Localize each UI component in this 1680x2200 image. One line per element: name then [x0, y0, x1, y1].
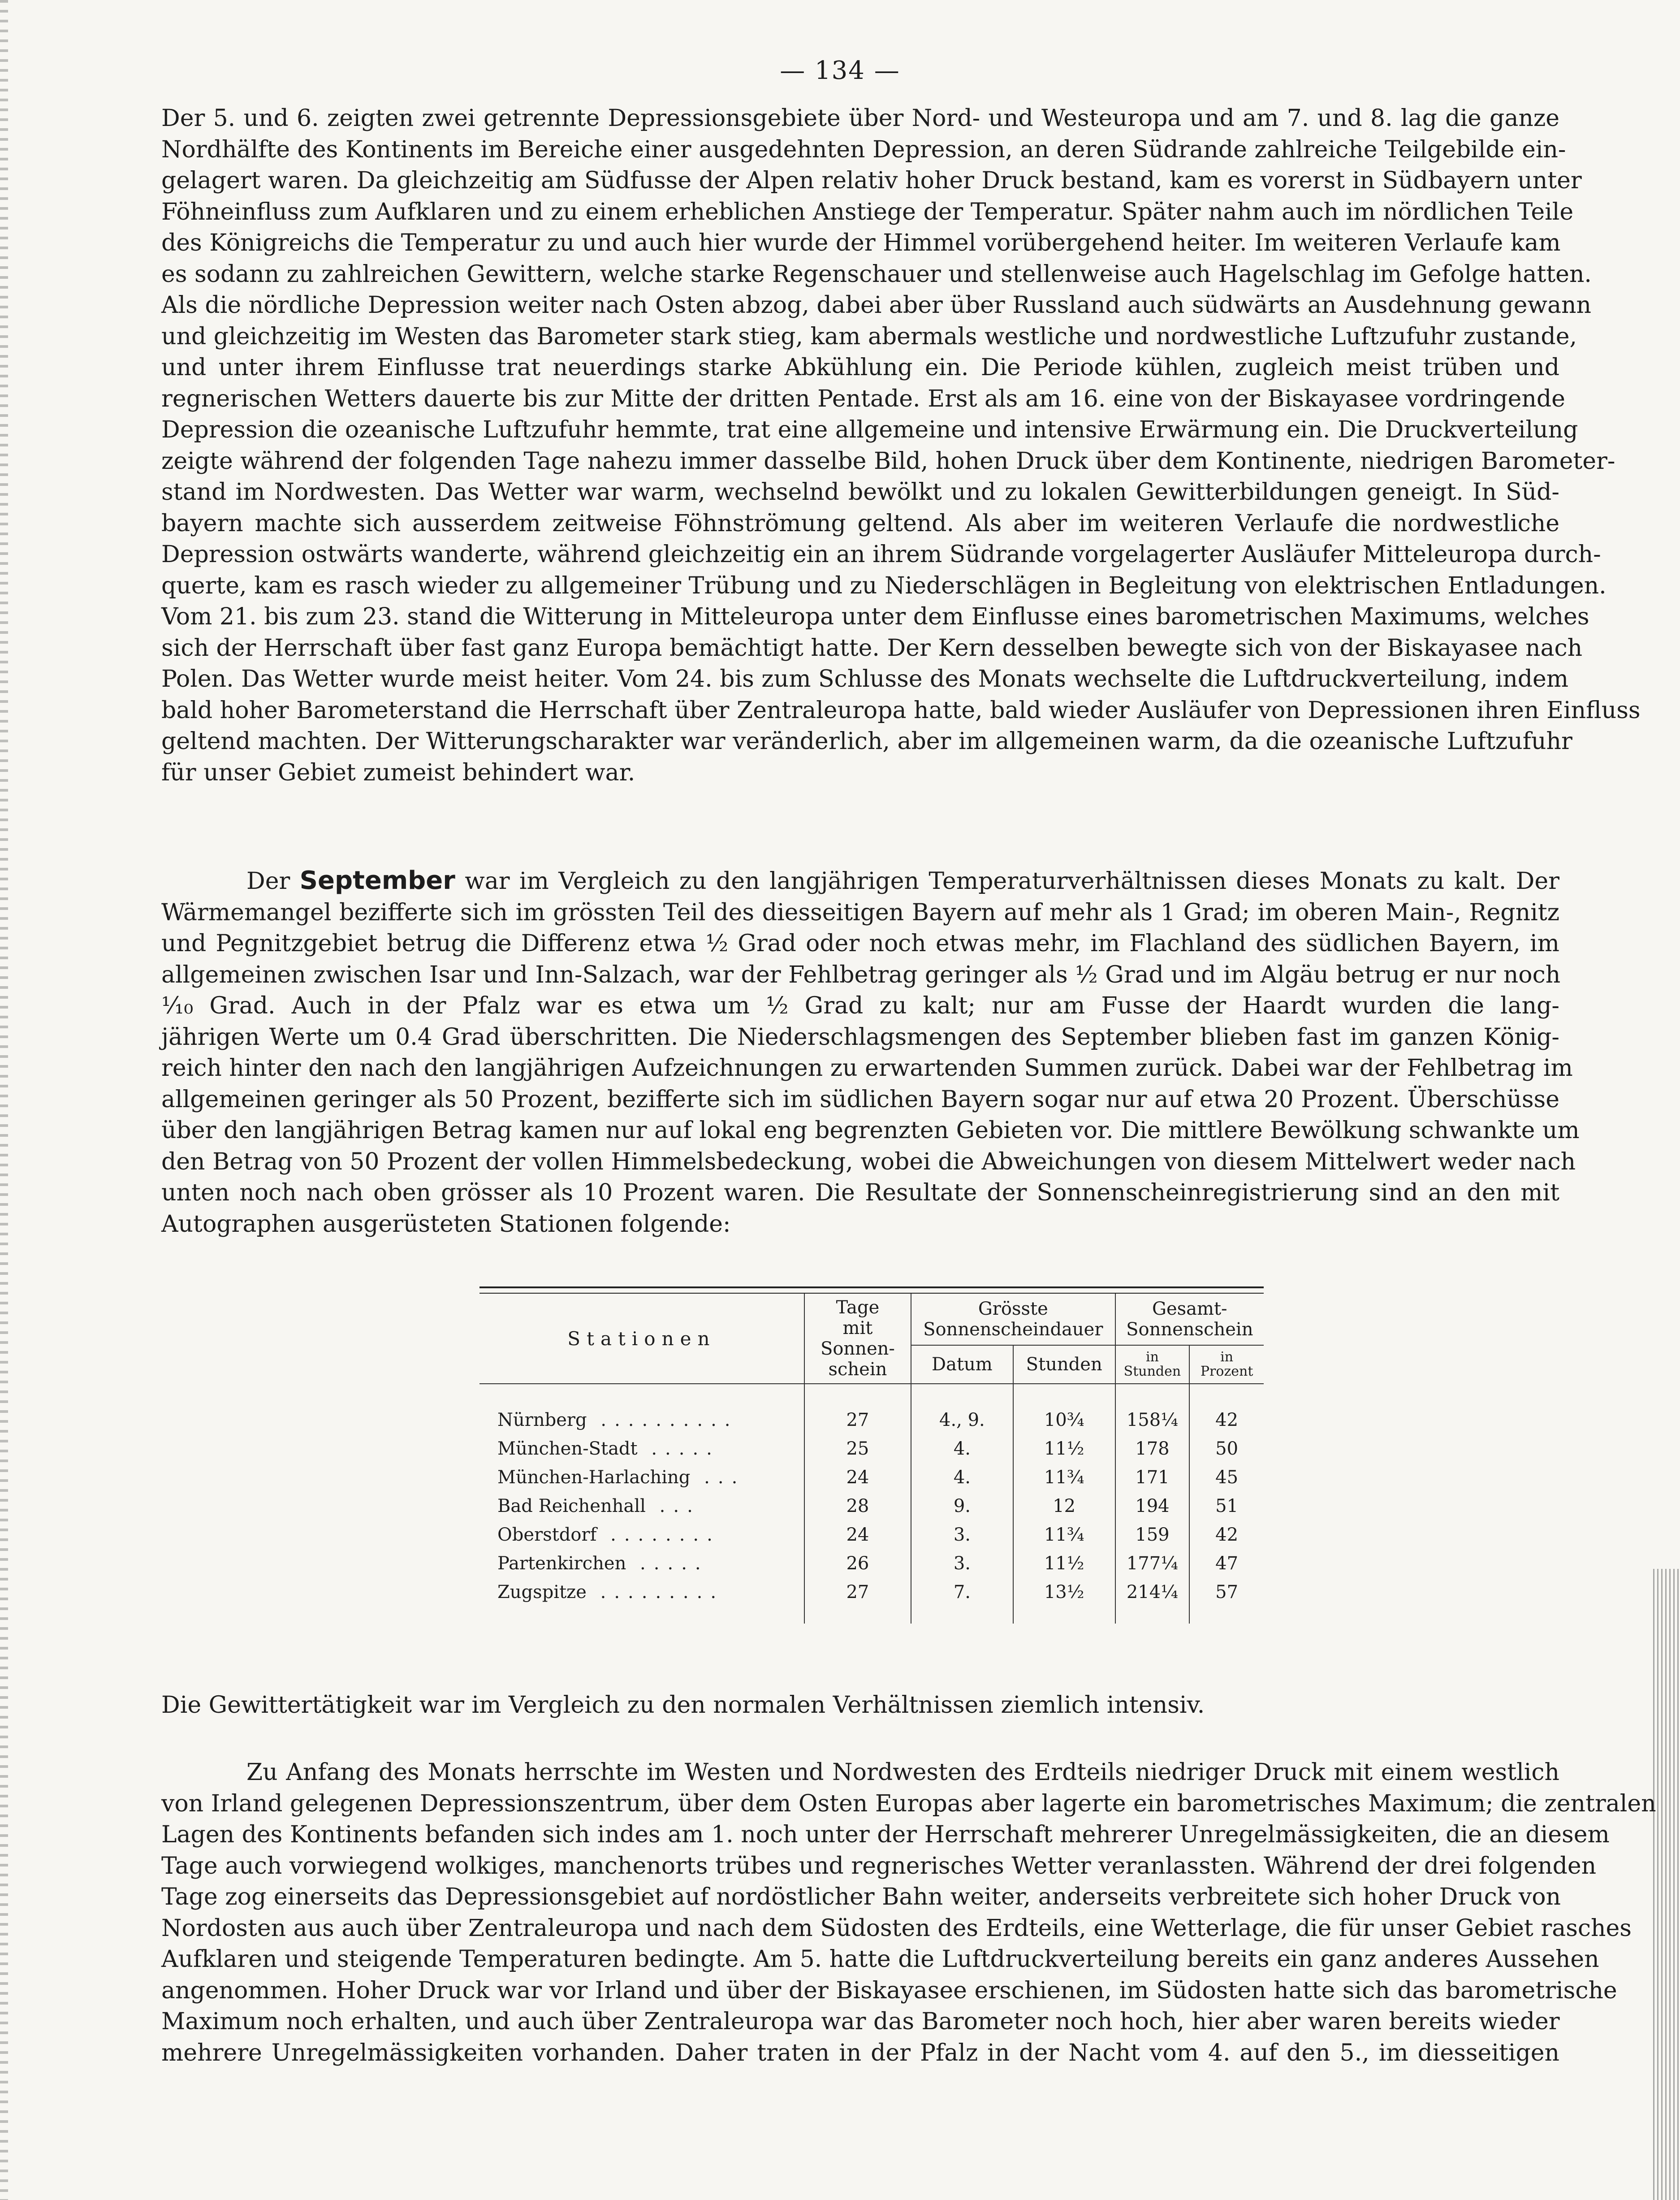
leader-dots: .......... [587, 1410, 739, 1430]
lead-before: Der [246, 868, 290, 895]
table-row [479, 1463, 1264, 1492]
station-label: Nürnberg [497, 1410, 587, 1430]
paragraph-line: Wärmemangel bezifferte sich im grössten Teil des diesseitigen Bayern auf mehr als 1 Grad; im oberen Main-, Regnitz [161, 899, 1559, 926]
paragraph-line: querte, kam es rasch wieder zu allgemeiner Trübung und zu Niederschlägen in Begleitung von elektrischen Entladungen. [161, 572, 1607, 599]
max-hours: 11¾ [1013, 1520, 1115, 1549]
sunshine-table-grid [479, 1294, 1264, 1624]
station-name [479, 1549, 804, 1578]
station-label: München-Harlaching [497, 1467, 691, 1488]
station-label: Partenkirchen [497, 1553, 626, 1574]
station-name [479, 1434, 804, 1463]
total-hours: 158¼ [1115, 1384, 1190, 1434]
paragraph-line: unten noch nach oben grösser als 10 Prozent waren. Die Resultate der Sonnenscheinregistrierung sind an den mit [161, 1179, 1559, 1206]
total-percent: 57 [1189, 1578, 1264, 1624]
paragraph-line: Tage zog einerseits das Depressionsgebiet auf nordöstlicher Bahn weiter, anderseits verbreitete sich hoher Druck von [161, 1884, 1561, 1910]
table-row [479, 1520, 1264, 1549]
header-in-percent [1189, 1345, 1264, 1384]
max-date: 7. [911, 1578, 1013, 1624]
header-days-l1: Tage [836, 1297, 880, 1318]
paragraph-line: Nordosten aus auch über Zentraleuropa und nach dem Südosten des Erdteils, eine Wetterlage, die für unser Gebiet rasches [161, 1914, 1632, 1942]
page-number: — 134 — [780, 56, 900, 85]
paragraph-line: Als die nördliche Depression weiter nach Osten abzog, dabei aber über Russland auch südwärts an Ausdehnung gewann [161, 292, 1591, 319]
total-hours: 171 [1115, 1463, 1190, 1492]
lead-after: war im Vergleich zu den langjährigen Temperaturverhältnissen dieses Monats zu kalt. Der [465, 868, 1559, 895]
max-hours: 10¾ [1013, 1384, 1115, 1434]
paragraph-thunderstorms [161, 1690, 1559, 1721]
table-row [479, 1434, 1264, 1463]
month-heading: September [299, 866, 455, 895]
station-label: Zugspitze [497, 1582, 587, 1602]
paragraph-line: von Irland gelegenen Depressionszentrum, über dem Osten Europas aber lagerte ein barometrisches Maximum; die zentralen [161, 1790, 1656, 1817]
total-hours: 214¼ [1115, 1578, 1190, 1624]
paragraph-line: Aufklaren und steigende Temperaturen bedingte. Am 5. hatte die Luftdruckverteilung bereits ein ganz anderes Aussehen [161, 1946, 1599, 1973]
header-total-l2: Sonnenschein [1126, 1319, 1253, 1340]
paragraph-line: allgemeinen zwischen Isar und Inn-Salzach, war der Fehlbetrag geringer als ½ Grad und im Algäu betrug er nur noch [161, 961, 1561, 988]
max-date: 3. [911, 1520, 1013, 1549]
max-hours: 11¾ [1013, 1463, 1115, 1492]
station-name [479, 1492, 804, 1520]
total-percent: 42 [1189, 1520, 1264, 1549]
max-date: 4. [911, 1434, 1013, 1463]
paragraph-lead-line [161, 865, 1559, 897]
header-in-hours-l2: Stunden [1123, 1363, 1181, 1379]
header-days-l3: Sonnen- [820, 1338, 895, 1359]
header-total-l1: Gesamt- [1152, 1298, 1227, 1319]
paragraph-line: bayern machte sich ausserdem zeitweise Föhnströmung geltend. Als aber im weiteren Verlaufe die nordwestliche [161, 510, 1559, 537]
paragraph-line: reich hinter den nach den langjährigen Aufzeichnungen zu erwartenden Summen zurück. Dabei war der Fehlbetrag im [161, 1055, 1573, 1082]
paragraph-line: Polen. Das Wetter wurde meist heiter. Vom 24. bis zum Schlusse des Monats wechselte die Luftdruckverteilung, indem [161, 666, 1569, 693]
sunshine-days: 27 [804, 1384, 911, 1434]
header-max-l1: Grösste [978, 1298, 1048, 1319]
max-hours: 13½ [1013, 1578, 1115, 1624]
header-days-l4: schein [828, 1359, 887, 1380]
total-percent: 51 [1189, 1492, 1264, 1520]
paragraph-line: mehrere Unregelmässigkeiten vorhanden. Daher traten in der Pfalz in der Nacht vom 4. auf den 5., im diesseitigen [161, 2039, 1559, 2066]
paragraph-line: und gleichzeitig im Westen das Barometer stark stieg, kam abermals westliche und nordwestliche Luftzufuhr zustande, [161, 323, 1577, 350]
max-hours: 11½ [1013, 1434, 1115, 1463]
total-percent: 42 [1189, 1384, 1264, 1434]
paragraph-line: angenommen. Hoher Druck war vor Irland und über der Biskayasee erschienen, im Südosten hatte sich das barometrische [161, 1977, 1617, 2004]
paragraph-month-start [161, 1757, 1656, 2069]
paragraph-line: ¹⁄₁₀ Grad. Auch in der Pfalz war es etwa um ½ Grad zu kalt; nur am Fusse der Haardt wurden die lang- [161, 992, 1559, 1019]
scan-edge-right [1653, 1569, 1680, 2200]
table-top-rule [479, 1286, 1264, 1294]
total-hours: 194 [1115, 1492, 1190, 1520]
scan-edge-left [0, 0, 8, 2200]
header-in-hours-l1: in [1145, 1349, 1159, 1365]
leader-dots: ........ [596, 1524, 721, 1545]
max-date: 4. [911, 1463, 1013, 1492]
header-days [804, 1294, 911, 1384]
paragraph-line: des Königreichs die Temperatur zu und auch hier wurde der Himmel vorübergehend heiter. Im weiteren Verlaufe kam [161, 230, 1561, 256]
header-in-hours [1115, 1345, 1190, 1384]
total-percent: 50 [1189, 1434, 1264, 1463]
station-label: München-Stadt [497, 1438, 638, 1459]
paragraph-line: Depression die ozeanische Luftzufuhr hemmte, trat eine allgemeine und intensive Erwärmung ein. Die Druckverteilung [161, 416, 1578, 443]
total-hours: 159 [1115, 1520, 1190, 1549]
total-hours: 178 [1115, 1434, 1190, 1463]
station-label: Bad Reichenhall [497, 1496, 646, 1516]
table-row [479, 1549, 1264, 1578]
paragraph-august-weather [161, 103, 1641, 788]
paragraph-line: es sodann zu zahlreichen Gewittern, welche starke Regenschauer und stellenweise auch Hagelschlag im Gefolge hatten. [161, 260, 1592, 288]
leader-dots: ..... [626, 1553, 709, 1574]
paragraph-line: allgemeinen geringer als 50 Prozent, bezifferte sich im südlichen Bayern sogar nur auf etwa 20 Prozent. Überschüsse [161, 1086, 1559, 1113]
sunshine-days: 24 [804, 1463, 911, 1492]
station-name [479, 1578, 804, 1624]
table-row [479, 1492, 1264, 1520]
total-hours: 177¼ [1115, 1549, 1190, 1578]
table-row [479, 1384, 1264, 1434]
header-in-percent-l1: in [1220, 1349, 1234, 1365]
paragraph-line: zeigte während der folgenden Tage nahezu immer dasselbe Bild, hohen Druck über dem Kontinente, niedrigen Barometer- [161, 447, 1615, 475]
paragraph-line: stand im Nordwesten. Das Wetter war warm, wechselnd bewölkt und zu lokalen Gewitterbildungen geneigt. In Süd- [161, 479, 1559, 506]
station-name [479, 1520, 804, 1549]
header-max-l2: Sonnenscheindauer [923, 1319, 1103, 1340]
table-row [479, 1578, 1264, 1624]
sunshine-table [479, 1286, 1264, 1624]
station-name [479, 1463, 804, 1492]
leader-dots: ... [690, 1467, 746, 1488]
sunshine-days: 26 [804, 1549, 911, 1578]
paragraph-line: und unter ihrem Einflusse trat neuerdings starke Abkühlung ein. Die Periode kühlen, zugleich meist trüben und [161, 354, 1559, 381]
max-hours: 11½ [1013, 1549, 1115, 1578]
paragraph-line: sich der Herrschaft über fast ganz Europa bemächtigt hatte. Der Kern desselben bewegte sich von der Biskayasee nach [161, 634, 1583, 662]
paragraph-line: Tage auch vorwiegend wolkiges, manchenorts trübes und regnerisches Wetter veranlassten. Während der drei folgenden [161, 1852, 1597, 1880]
paragraph-line: Der 5. und 6. zeigten zwei getrennte Depressionsgebiete über Nord- und Westeuropa und am 7. und 8. lag die ganze [161, 105, 1559, 132]
paragraph-line: Lagen des Kontinents befanden sich indes am 1. noch unter der Herrschaft mehrerer Unregelmässigkeiten, die an diesem [161, 1821, 1610, 1848]
header-hours: Stunden [1013, 1345, 1115, 1384]
paragraph-line: und Pegnitzgebiet betrug die Differenz etwa ½ Grad oder noch etwas mehr, im Flachland des südlichen Bayern, im [161, 930, 1559, 957]
paragraph-line: über den langjährigen Betrag kamen nur auf lokal eng begrenzten Gebieten vor. Die mittlere Bewölkung schwankte um [161, 1117, 1580, 1144]
total-percent: 45 [1189, 1463, 1264, 1492]
paragraph-line: für unser Gebiet zumeist behindert war. [161, 759, 635, 786]
sunshine-days: 25 [804, 1434, 911, 1463]
header-days-l2: mit [842, 1318, 873, 1338]
leader-dots: ..... [637, 1438, 720, 1459]
paragraph-line: bald hoher Barometerstand die Herrschaft über Zentraleuropa hatte, bald wieder Ausläufer von Depressionen ihren Einfluss [161, 697, 1641, 724]
total-percent: 47 [1189, 1549, 1264, 1578]
paragraph-line: Vom 21. bis zum 23. stand die Witterung in Mitteleuropa unter dem Einflusse eines barometrischen Maximums, welches [161, 603, 1589, 630]
sunshine-days: 24 [804, 1520, 911, 1549]
header-stations: Stationen [479, 1294, 804, 1384]
paragraph-line: geltend machten. Der Witterungscharakter war veränderlich, aber im allgemeinen warm, da die ozeanische Luftzufuhr [161, 728, 1572, 755]
sunshine-days: 27 [804, 1578, 911, 1624]
paragraph-line: Depression ostwärts wanderte, während gleichzeitig ein an ihrem Südrande vorgelagerter Ausläufer Mitteleuropa durch- [161, 541, 1601, 568]
max-hours: 12 [1013, 1492, 1115, 1520]
paragraph-line: Autographen ausgerüsteten Stationen folgende: [161, 1210, 731, 1238]
header-in-percent-l2: Prozent [1200, 1363, 1253, 1379]
paragraph-line: Nordhälfte des Kontinents im Bereiche einer ausgedehnten Depression, an deren Südrande zahlreiche Teilgebilde ein- [161, 136, 1566, 163]
paragraph-line: gelagert waren. Da gleichzeitig am Südfusse der Alpen relativ hoher Druck bestand, kam es vorerst in Südbayern unter [161, 167, 1582, 194]
header-total-group [1115, 1294, 1264, 1345]
max-date: 3. [911, 1549, 1013, 1578]
paragraph-line: Maximum noch erhalten, und auch über Zentraleuropa war das Barometer noch hoch, hier aber waren bereits wieder [161, 2008, 1560, 2035]
max-date: 9. [911, 1492, 1013, 1520]
paragraph-line: regnerischen Wetters dauerte bis zur Mitte der dritten Pentade. Erst als am 16. eine von der Biskayasee vordringende [161, 385, 1565, 412]
header-date: Datum [911, 1345, 1013, 1384]
sunshine-days: 28 [804, 1492, 911, 1520]
station-label: Oberstdorf [497, 1524, 597, 1545]
paragraph-line: den Betrag von 50 Prozent der vollen Himmelsbedeckung, wobei die Abweichungen von diesem Mittelwert weder nach [161, 1148, 1576, 1175]
max-date: 4., 9. [911, 1384, 1013, 1434]
header-max-group [911, 1294, 1115, 1345]
paragraph-line: Die Gewittertätigkeit war im Vergleich zu den normalen Verhältnissen ziemlich intensiv. [161, 1692, 1205, 1719]
station-name [479, 1384, 804, 1434]
paragraph-line: Föhneinfluss zum Aufklaren und zu einem erheblichen Anstiege der Temperatur. Später nahm auch im nördlichen Teile [161, 198, 1574, 225]
paragraph-line: jährigen Werte um 0.4 Grad überschritten. Die Niederschlagsmengen des September blieben fast im ganzen König- [161, 1023, 1559, 1051]
leader-dots: ... [645, 1496, 701, 1516]
paragraph-line: Zu Anfang des Monats herrschte im Westen und Nordwesten des Erdteils niedriger Druck mit einem westlich [246, 1759, 1559, 1786]
paragraph-september-summary [161, 865, 1580, 1240]
leader-dots: ......... [586, 1582, 725, 1602]
